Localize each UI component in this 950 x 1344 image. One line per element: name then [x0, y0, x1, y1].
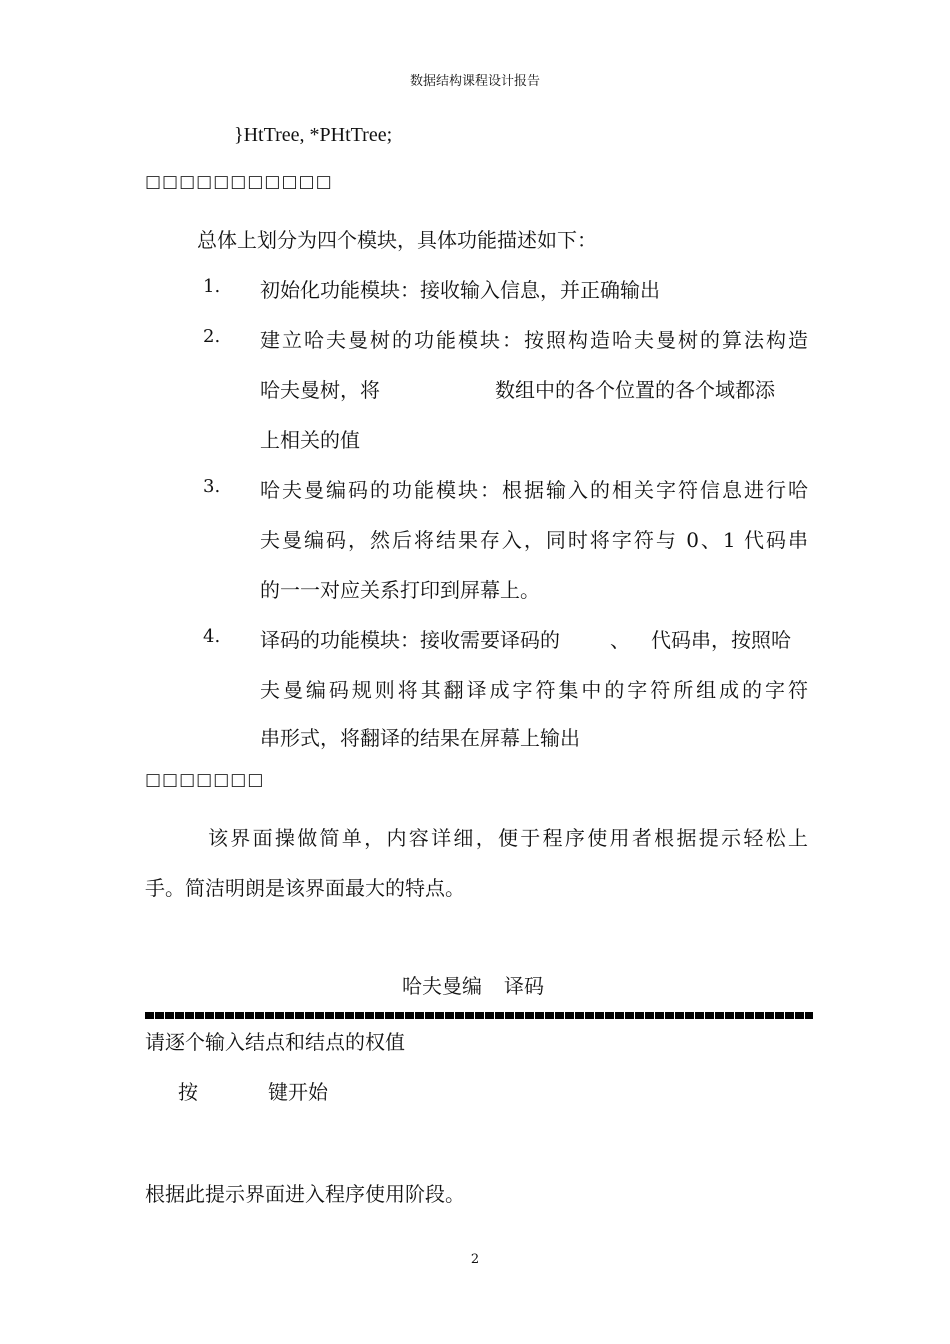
item-3-line-1: 哈夫曼编码的功能模块：根据输入的相关字符信息进行哈 [260, 478, 808, 502]
page-header: 数据结构课程设计报告 [409, 74, 540, 89]
item-4-line-2: 夫曼编码规则将其翻译成字符集中的字符所组成的字符 [260, 678, 808, 702]
item-3-line-3: 的一一对应关系打印到屏幕上。 [260, 578, 540, 602]
item-number-1: 1. [203, 276, 221, 297]
section-heading-modules: □□□□□□□□□□□ [145, 172, 333, 192]
ui-description-line-2: 手。简洁明朗是该界面最大的特点。 [145, 876, 465, 900]
item-2-line-3: 上相关的值 [260, 428, 360, 452]
console-press-right: 键开始 [268, 1080, 328, 1104]
item-3-line-2: 夫曼编码，然后将结果存入，同时将字符与 0、1 代码串 [260, 528, 808, 552]
item-number-4: 4. [203, 626, 221, 647]
page-number: 2 [470, 1252, 480, 1267]
item-4-line-1c: 代码串，按照哈 [651, 628, 791, 652]
footer-text: 根据此提示界面进入程序使用阶段。 [145, 1182, 465, 1206]
console-separator-bar [145, 1012, 813, 1019]
item-4-line-1b: 、 [610, 628, 630, 652]
console-title-left: 哈夫曼编 [402, 974, 482, 998]
item-2-line-2a: 哈夫曼树，将 [260, 378, 380, 402]
item-1-line-1: 初始化功能模块：接收输入信息，并正确输出 [260, 278, 660, 302]
item-2-line-2b: 数组中的各个位置的各个域都添 [495, 378, 775, 402]
item-2-line-1: 建立哈夫曼树的功能模块：按照构造哈夫曼树的算法构造 [260, 328, 808, 352]
console-press-left: 按 [178, 1080, 198, 1104]
section-heading-ui: □□□□□□□ [145, 770, 265, 790]
code-line: }HtTree, *PHtTree; [234, 124, 393, 146]
item-number-2: 2. [203, 326, 221, 347]
console-prompt: 请逐个输入结点和结点的权值 [145, 1030, 405, 1054]
item-4-line-3: 串形式，将翻译的结果在屏幕上输出 [260, 726, 580, 750]
console-title-right: 译码 [504, 974, 544, 998]
modules-intro: 总体上划分为四个模块，具体功能描述如下： [197, 228, 597, 252]
item-number-3: 3. [203, 476, 221, 497]
item-4-line-1a: 译码的功能模块：接收需要译码的 [260, 628, 560, 652]
ui-description-line-1: 该界面操做简单，内容详细，便于程序使用者根据提示轻松上 [208, 826, 808, 850]
